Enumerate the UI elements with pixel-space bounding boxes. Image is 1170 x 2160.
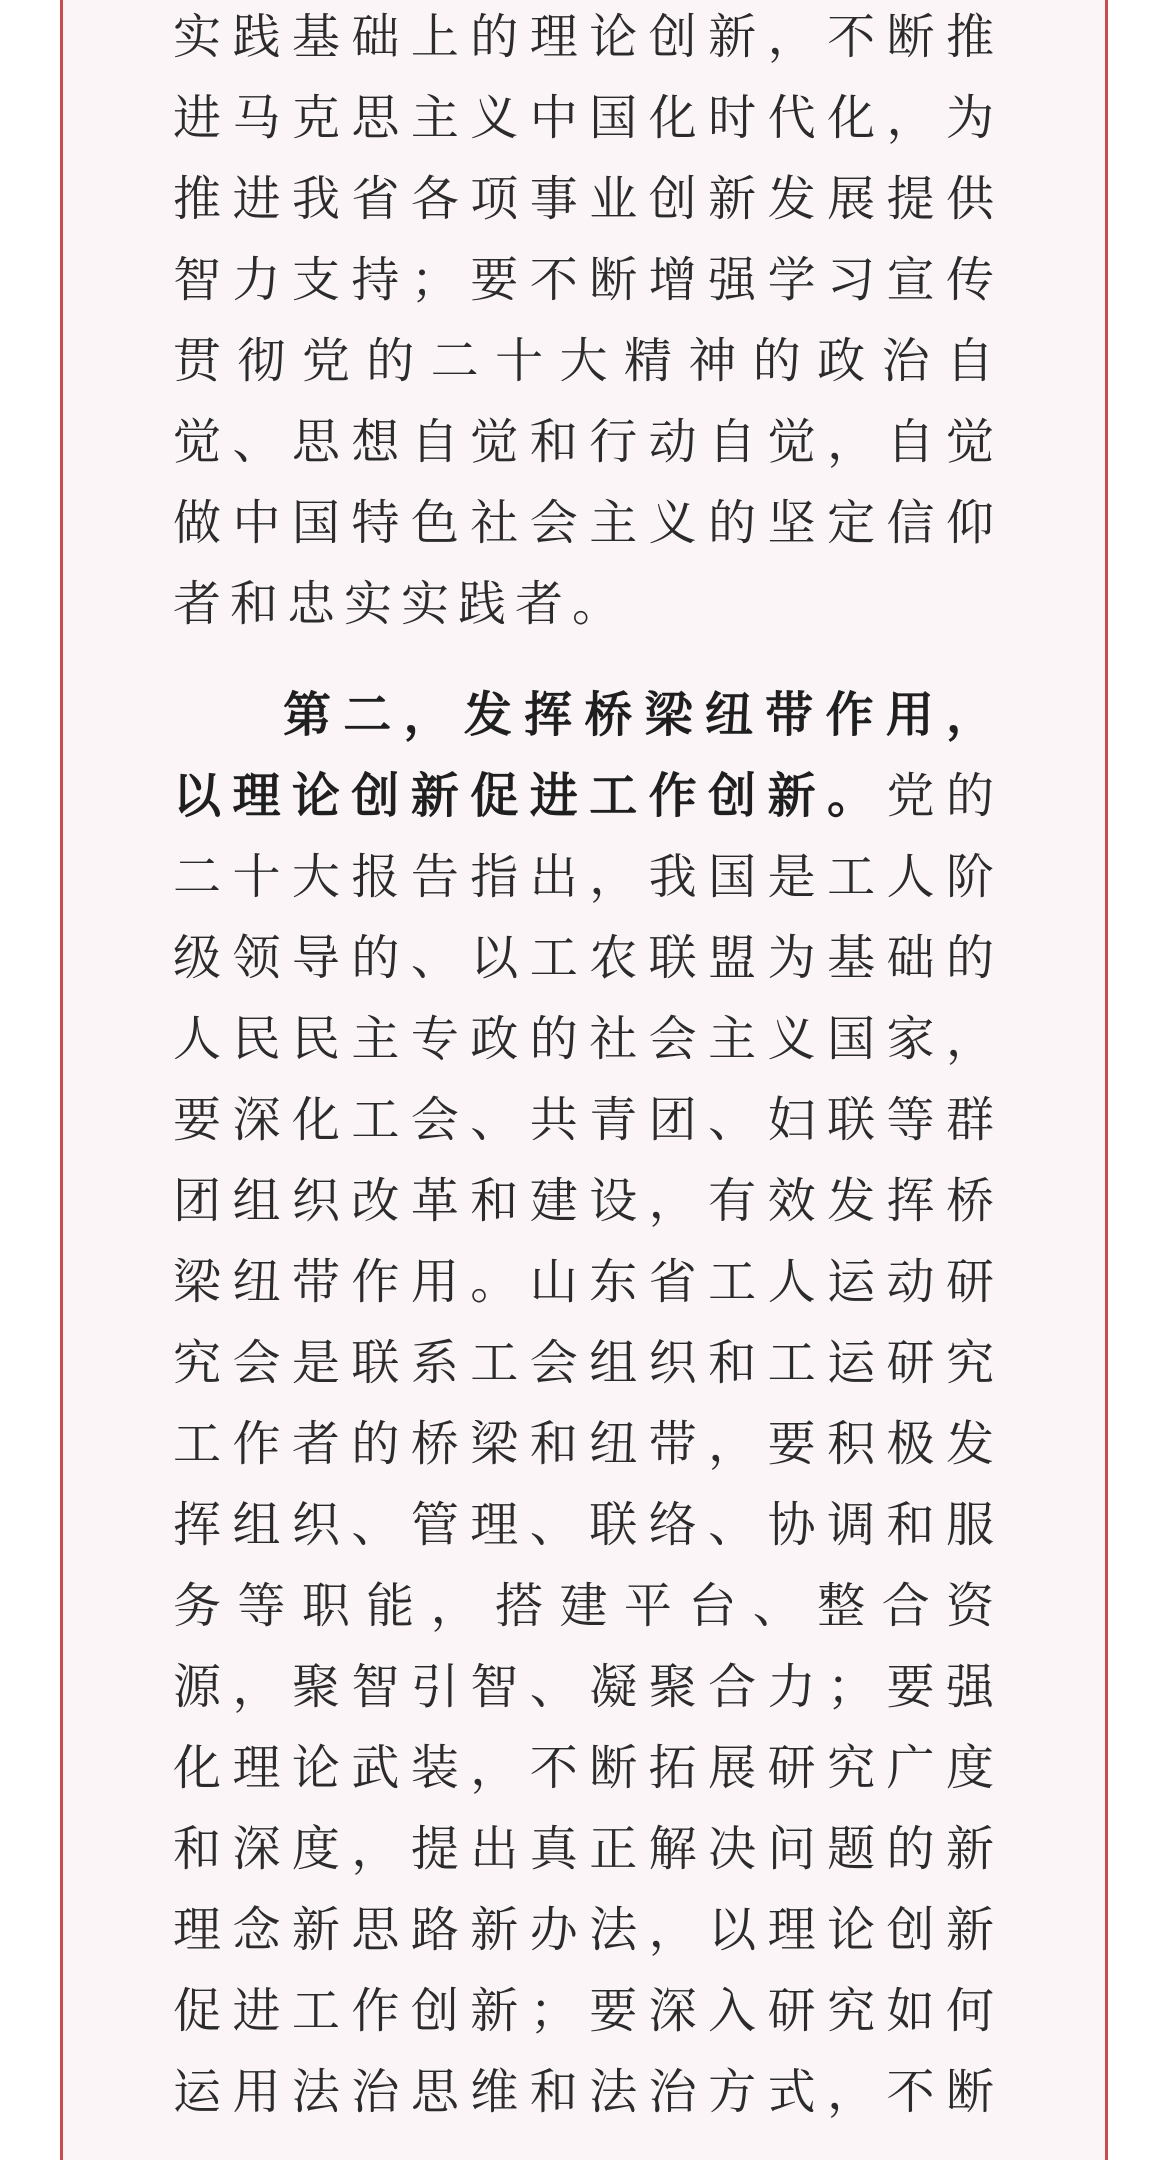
paragraph-2 bbox=[173, 675, 1003, 2133]
text-line: 进马克思主义中国化时代化，为 bbox=[173, 90, 1003, 146]
section-heading-continued: 以理论创新促进工作创新。 bbox=[173, 768, 887, 824]
text-line: 人民民主专政的社会主义国家， bbox=[173, 1011, 1003, 1067]
paragraph-gap bbox=[173, 645, 1003, 675]
text-line: 推进我省各项事业创新发展提供 bbox=[173, 171, 1003, 227]
text-line: 挥组织、管理、联络、协调和服 bbox=[173, 1497, 1003, 1553]
text-line: 做中国特色社会主义的坚定信仰 bbox=[173, 495, 1003, 551]
text-line: 究会是联系工会组织和工运研究 bbox=[173, 1335, 1003, 1391]
text-line: 实践基础上的理论创新，不断推 bbox=[173, 9, 1003, 65]
text-line: 梁纽带作用。山东省工人运动研 bbox=[173, 1254, 1003, 1310]
text-line bbox=[173, 756, 1003, 837]
text-line: 工作者的桥梁和纽带，要积极发 bbox=[173, 1416, 1003, 1472]
text-fragment: 党的 bbox=[886, 768, 1003, 824]
text-line: 要深化工会、共青团、妇联等群 bbox=[173, 1092, 1003, 1148]
text-line: 级领导的、以工农联盟为基础的 bbox=[173, 930, 1003, 986]
text-line: 理念新思路新办法，以理论创新 bbox=[173, 1902, 1003, 1958]
text-line: 者和忠实实践者。 bbox=[173, 576, 630, 632]
text-line: 促进工作创新；要深入研究如何 bbox=[173, 1983, 1003, 2039]
text-line: 化理论武装，不断拓展研究广度 bbox=[173, 1740, 1003, 1796]
text-line: 二十大报告指出，我国是工人阶 bbox=[173, 849, 1003, 905]
text-line: 团组织改革和建设，有效发挥桥 bbox=[173, 1173, 1003, 1229]
article-body bbox=[173, 0, 1003, 2133]
text-line: 运用法治思维和法治方式，不断 bbox=[173, 2064, 1003, 2120]
text-line: 智力支持；要不断增强学习宣传 bbox=[173, 252, 1003, 308]
text-line: 和深度，提出真正解决问题的新 bbox=[173, 1821, 1003, 1877]
section-heading: 第二，发挥桥梁纽带作用， bbox=[283, 687, 1003, 743]
text-line: 觉、思想自觉和行动自觉，自觉 bbox=[173, 414, 1003, 470]
text-line: 务等职能，搭建平台、整合资 bbox=[173, 1578, 1003, 1634]
paragraph-1 bbox=[173, 0, 1003, 645]
text-line: 贯彻党的二十大精神的政治自 bbox=[173, 333, 1003, 389]
text-line: 源，聚智引智、凝聚合力；要强 bbox=[173, 1659, 1003, 1715]
